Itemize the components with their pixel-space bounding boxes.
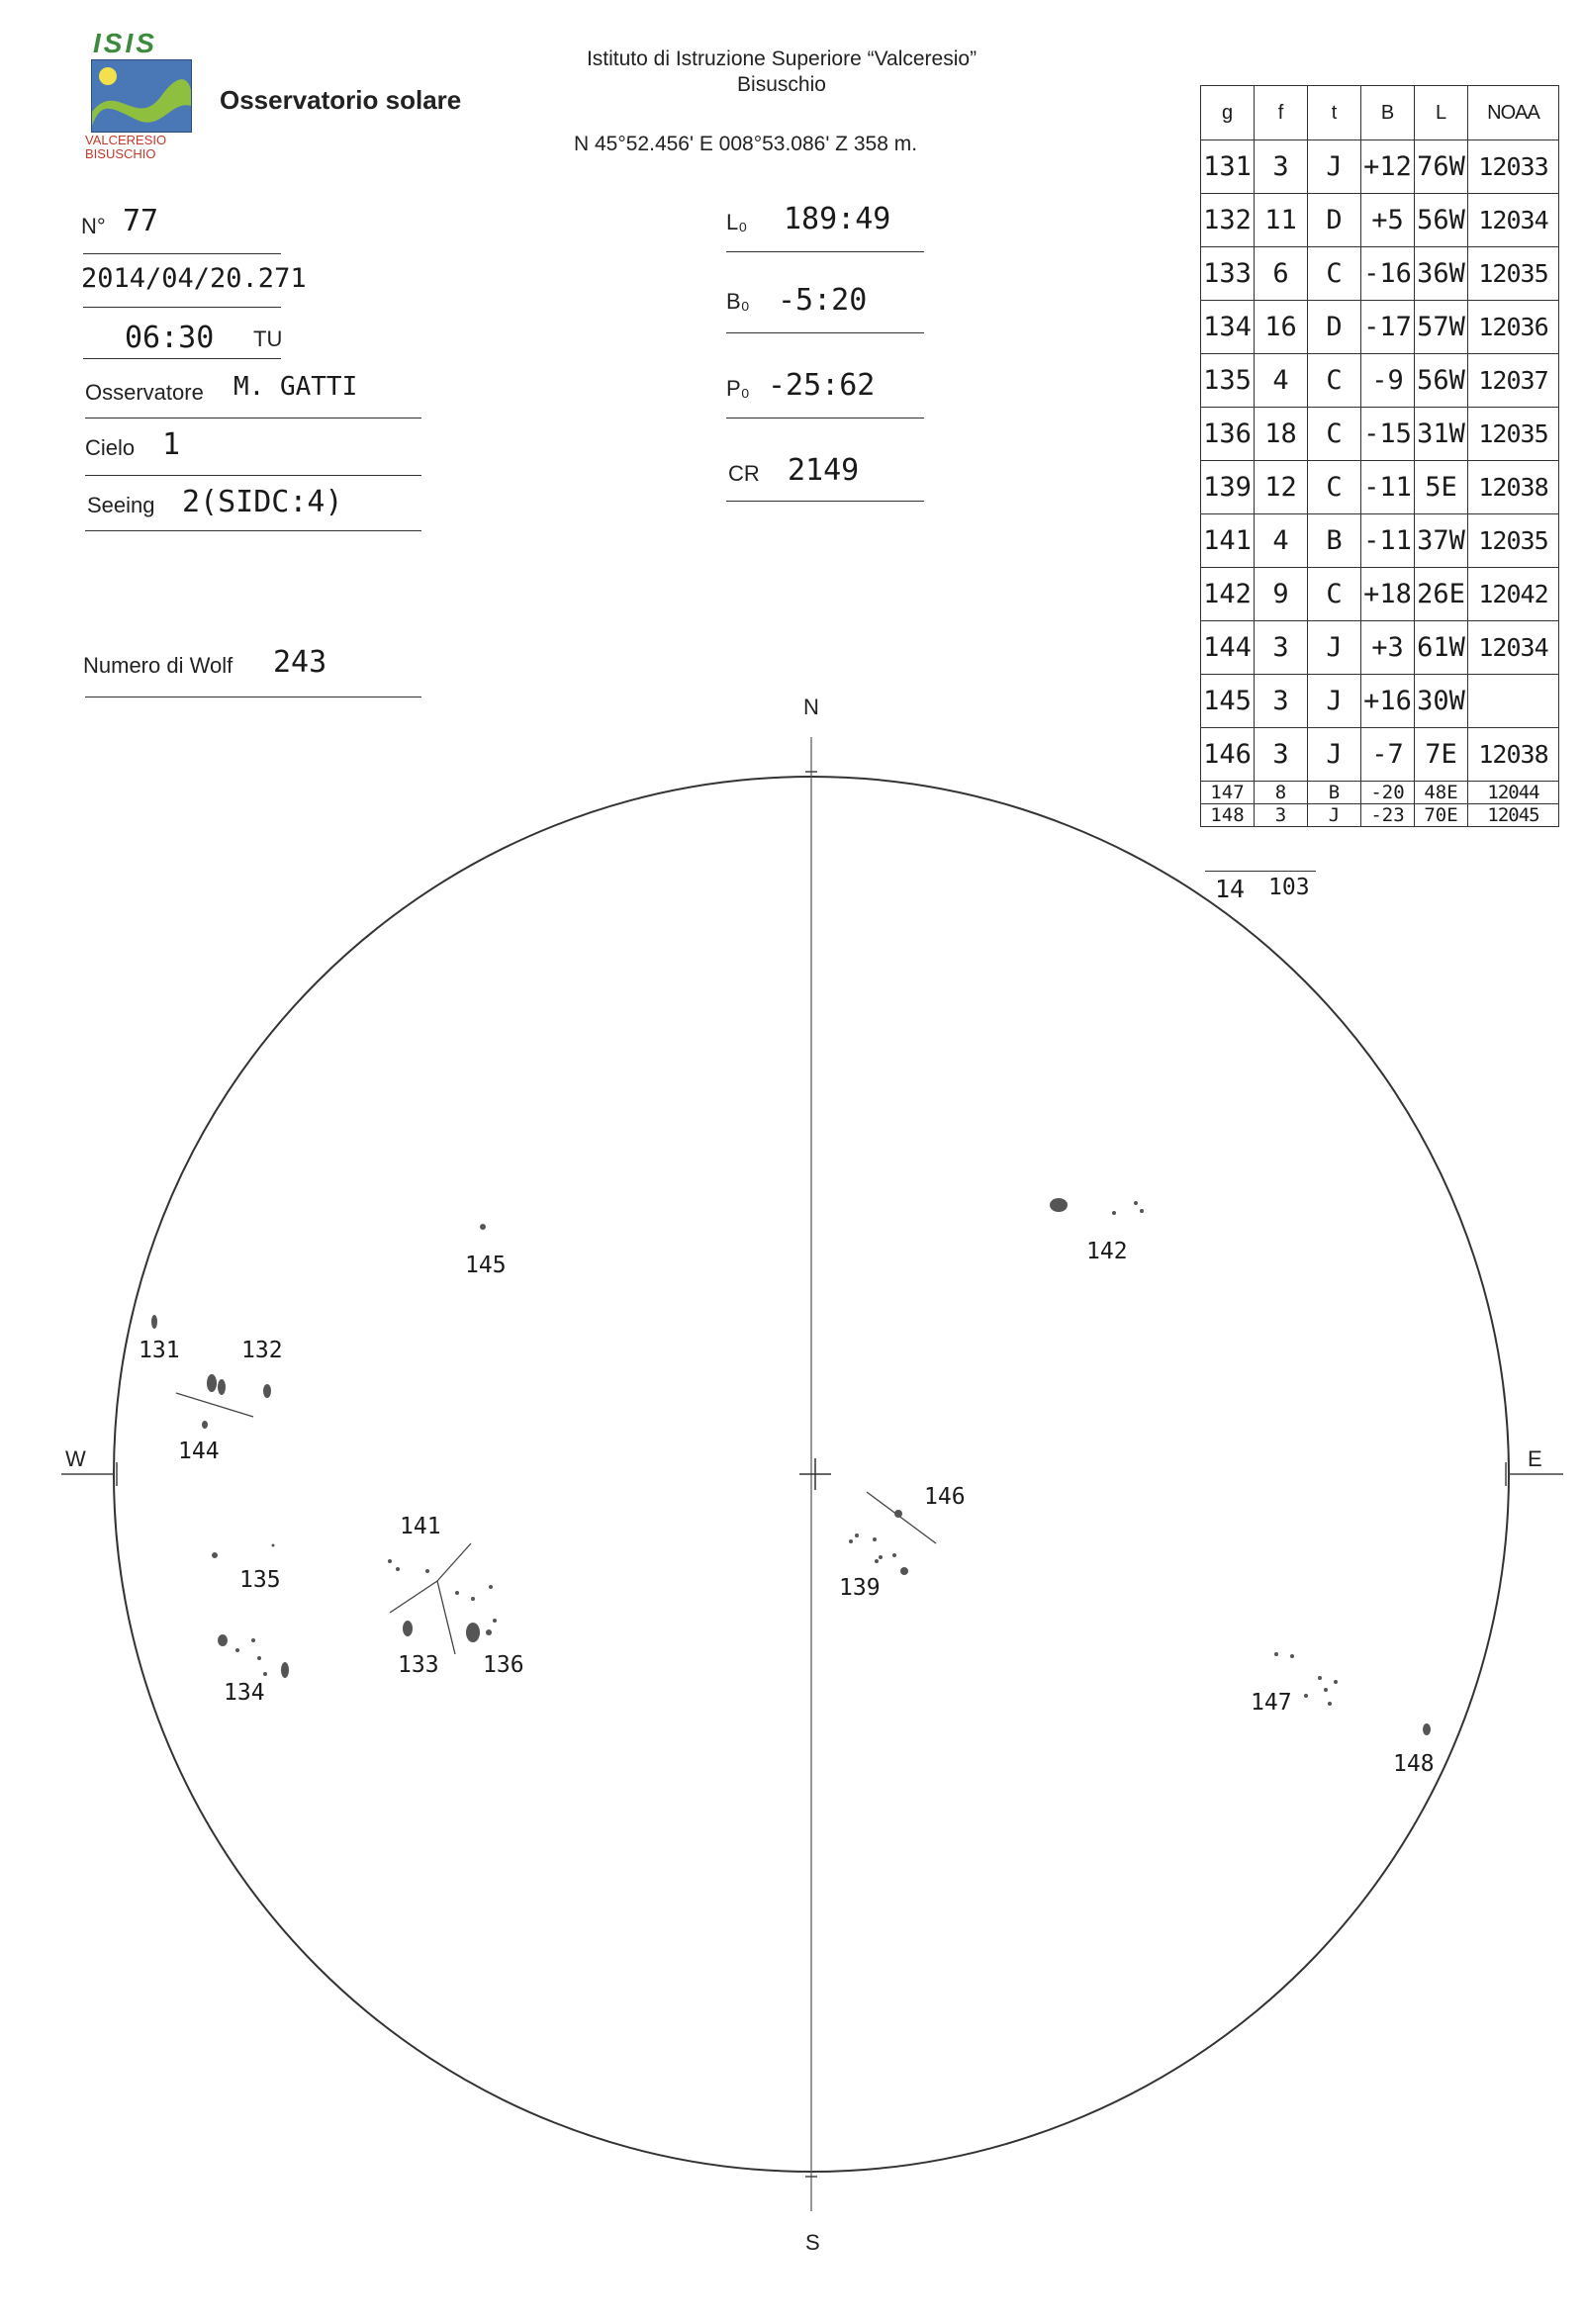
observer-name: M. GATTI [233,372,358,402]
spot-139a [849,1539,853,1543]
table-row-cell: 3 [1255,728,1308,782]
table-row-cell: 12036 [1468,301,1559,354]
table-row-cell: C [1308,247,1361,301]
spot-148 [1423,1723,1431,1735]
table-row-cell: 57W [1415,301,1468,354]
table-row-cell: 12044 [1468,782,1559,804]
table-row-cell: 12034 [1468,194,1559,247]
table-row-cell: 12033 [1468,140,1559,194]
table-row-cell: +5 [1361,194,1415,247]
group-label-144: 144 [178,1439,220,1464]
spot-139b [900,1567,908,1575]
table-row-cell: 145 [1201,675,1255,728]
table-row-cell: +18 [1361,568,1415,621]
west-label: W [65,1446,86,1471]
table-row-cell: 12035 [1468,408,1559,461]
east-label: E [1528,1446,1542,1471]
table-row-cell: 5E [1415,461,1468,514]
table-row-cell: 3 [1255,675,1308,728]
table-row-cell: -11 [1361,514,1415,568]
table-row-cell: +12 [1361,140,1415,194]
table-row-cell: 131 [1201,140,1255,194]
table-row-cell: 135 [1201,354,1255,408]
total-spots: 103 [1268,875,1310,900]
page-title: Osservatorio solare [220,85,462,115]
table-row-cell: 18 [1255,408,1308,461]
spot-136 [466,1623,480,1642]
table-row-cell: 144 [1201,621,1255,675]
sky-label: Cielo [85,435,136,460]
seeing-label: Seeing [87,493,155,517]
group-label-133: 133 [398,1652,439,1678]
group-label-132: 132 [241,1338,283,1363]
table-row-cell: 9 [1255,568,1308,621]
table-header-cell: B [1361,86,1415,140]
sunspots [151,1198,1431,1735]
P0-label: P₀ [726,376,750,401]
spot-132c [263,1384,271,1398]
group-label-142: 142 [1086,1239,1128,1264]
table-row-cell: J [1308,675,1361,728]
north-label: N [803,695,819,719]
table-row-cell: 3 [1255,621,1308,675]
CR-value: 2149 [788,453,860,488]
table-row-cell: 56W [1415,354,1468,408]
group-label-134: 134 [224,1680,265,1706]
wolf-number: 243 [273,645,327,680]
spot-134a [218,1634,228,1646]
table-row-cell: 141 [1201,514,1255,568]
group-label-146: 146 [924,1484,966,1510]
group-label-148: 148 [1393,1751,1435,1777]
table-row-cell: C [1308,408,1361,461]
institute-name: Istituto di Istruzione Superiore “Valceresio” [586,47,978,70]
B0-value: -5:20 [778,283,868,318]
table-row-cell: B [1308,782,1361,804]
table-header-cell: L [1415,86,1468,140]
table-row-cell: J [1308,804,1361,827]
table-row-cell: B [1308,514,1361,568]
spot-144 [202,1421,208,1429]
south-label: S [805,2230,820,2255]
L0-label: L₀ [726,210,748,234]
table-row-cell: 12042 [1468,568,1559,621]
number-label: N° [81,214,106,238]
table-row-cell: J [1308,140,1361,194]
CR-label: CR [728,461,760,486]
table-row-cell: 12045 [1468,804,1559,827]
wolf-label: Numero di Wolf [83,653,233,678]
total-groups: 14 [1215,875,1246,903]
table-header-cell: g [1201,86,1255,140]
group-label-139: 139 [839,1575,881,1601]
table-row-cell: C [1308,568,1361,621]
group-label-145: 145 [465,1253,507,1278]
sky-value: 1 [162,427,181,462]
table-header-cell: f [1255,86,1308,140]
table-row-cell: 132 [1201,194,1255,247]
table-row-cell: 30W [1415,675,1468,728]
table-row-cell: 134 [1201,301,1255,354]
observation-time: 06:30 [125,321,215,355]
table-row-cell: 4 [1255,354,1308,408]
P0-value: -25:62 [768,368,876,403]
table-row-cell: -20 [1361,782,1415,804]
spot-142 [1050,1198,1068,1212]
table-row-cell: 8 [1255,782,1308,804]
table-row-cell: J [1308,621,1361,675]
table-row-cell: D [1308,194,1361,247]
B0-label: B₀ [726,289,750,314]
table-row-cell: J [1308,728,1361,782]
spot-146 [894,1510,902,1518]
table-row-cell: 26E [1415,568,1468,621]
table-row-cell: C [1308,461,1361,514]
table-row-cell: 12 [1255,461,1308,514]
table-row-cell: 148 [1201,804,1255,827]
group-label-135: 135 [239,1567,281,1593]
table-header-cell: t [1308,86,1361,140]
table-row-cell: -9 [1361,354,1415,408]
table-row-cell: 3 [1255,804,1308,827]
table-row-cell: -11 [1361,461,1415,514]
table-row-cell: 48E [1415,782,1468,804]
table-row-cell: 11 [1255,194,1308,247]
group-label-131: 131 [139,1338,180,1363]
table-row-cell: -15 [1361,408,1415,461]
time-unit: TU [253,326,283,351]
spot-145 [480,1224,486,1230]
table-row-cell: 76W [1415,140,1468,194]
table-row-cell: -23 [1361,804,1415,827]
table-row-cell: -7 [1361,728,1415,782]
table-row-cell: C [1308,354,1361,408]
table-row-cell: 31W [1415,408,1468,461]
table-row-cell: 36W [1415,247,1468,301]
table-row-cell: 12037 [1468,354,1559,408]
table-row-cell: 3 [1255,140,1308,194]
L0-value: 189:49 [784,202,891,236]
table-row-cell: 12038 [1468,728,1559,782]
table-row-cell: 12038 [1468,461,1559,514]
spot-147 [1274,1652,1278,1656]
group-label-147: 147 [1251,1690,1292,1716]
observer-label: Osservatore [85,380,204,405]
table-row-cell: 146 [1201,728,1255,782]
spot-131 [151,1315,157,1329]
logo-caption: VALCERESIO [85,133,167,147]
table-row-cell: 7E [1415,728,1468,782]
table-row-cell: 147 [1201,782,1255,804]
table-row-cell: 133 [1201,247,1255,301]
observatory-coordinates: N 45°52.456' E 008°53.086' Z 358 m. [574,133,918,155]
table-row-cell: 6 [1255,247,1308,301]
logo-text: ISIS [93,28,157,58]
spot-132a [207,1374,217,1392]
table-row-cell: 12035 [1468,514,1559,568]
table-row-cell: -16 [1361,247,1415,301]
spot-133 [403,1621,413,1636]
table-row-cell: 16 [1255,301,1308,354]
table-row-cell: 142 [1201,568,1255,621]
group-label-136: 136 [483,1652,524,1678]
table-row-cell: 136 [1201,408,1255,461]
table-row-cell: 139 [1201,461,1255,514]
table-row-cell: +3 [1361,621,1415,675]
institute-town: Bisuschio [737,73,826,96]
observation-number: 77 [123,204,159,238]
table-row-cell: +16 [1361,675,1415,728]
table-row-cell: 70E [1415,804,1468,827]
spot-132b [218,1379,226,1395]
table-row-cell: 12034 [1468,621,1559,675]
table-row-cell: 56W [1415,194,1468,247]
spot-134b [281,1662,289,1678]
table-row-cell: 61W [1415,621,1468,675]
table-row-cell: 12035 [1468,247,1559,301]
group-label-141: 141 [400,1514,441,1539]
table-row-cell: 37W [1415,514,1468,568]
seeing-value: 2(SIDC:4) [182,485,343,519]
table-row-cell: D [1308,301,1361,354]
logo-caption-town: BISUSCHIO [85,146,156,161]
table-row-cell: -17 [1361,301,1415,354]
observation-date: 2014/04/20.271 [81,263,307,294]
table-header-cell: NOAA [1468,86,1559,140]
table-row-cell: 4 [1255,514,1308,568]
spot-135 [212,1552,218,1558]
